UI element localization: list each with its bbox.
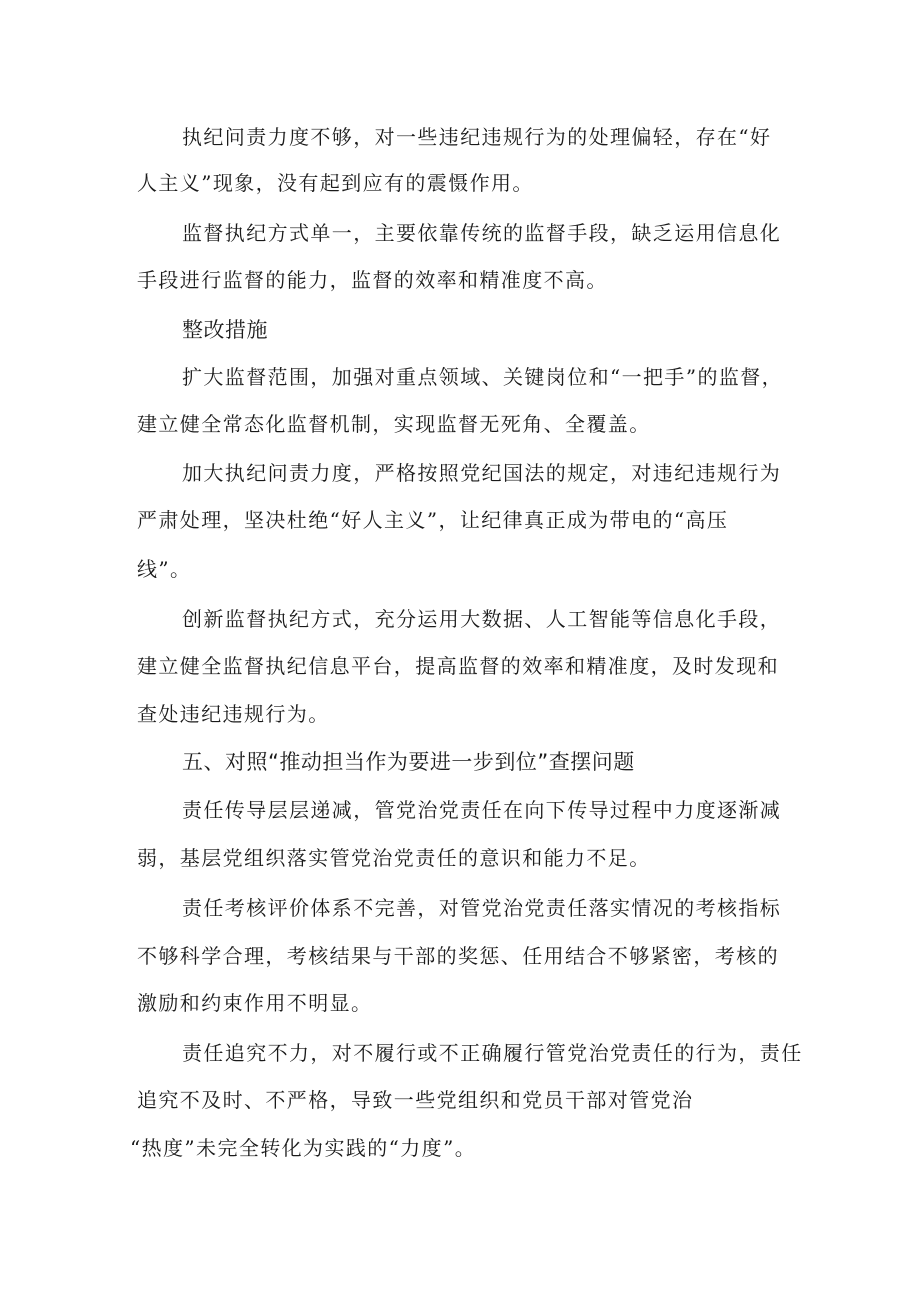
paragraph-6-line-1: 责任传导层层递减，管党治党责任在向下传导过程中力度逐渐减 <box>182 798 782 822</box>
section-heading-rectification: 整改措施 <box>182 318 268 342</box>
paragraph-1-line-2: 人主义”现象，没有起到应有的震慑作用。 <box>137 171 534 195</box>
paragraph-1-line-1: 执纪问责力度不够，对一些违纪违规行为的处理偏轻，存在“好 <box>182 125 772 149</box>
paragraph-5-line-1: 创新监督执纪方式，充分运用大数据、人工智能等信息化手段， <box>182 607 782 631</box>
paragraph-2-line-2: 手段进行监督的能力，监督的效率和精准度不高。 <box>137 268 608 292</box>
paragraph-7-line-1: 责任考核评价体系不完善，对管党治党责任落实情况的考核指标 <box>182 896 782 920</box>
paragraph-8-line-1: 责任追究不力，对不履行或不正确履行管党治党责任的行为，责任 <box>182 1041 803 1065</box>
paragraph-4-line-3: 线”。 <box>137 557 192 581</box>
paragraph-8-line-3: “热度”未完全转化为实践的“力度”。 <box>130 1136 477 1160</box>
paragraph-3-line-2: 建立健全常态化监督机制，实现监督无死角、全覆盖。 <box>137 412 651 436</box>
paragraph-2-line-1: 监督执纪方式单一，主要依靠传统的监督手段，缺乏运用信息化 <box>182 221 782 245</box>
paragraph-7-line-2: 不够科学合理，考核结果与干部的奖惩、任用结合不够紧密，考核的 <box>137 944 779 968</box>
paragraph-4-line-1: 加大执纪问责力度，严格按照党纪国法的规定，对违纪违规行为 <box>182 461 782 485</box>
paragraph-8-line-2: 追究不及时、不严格，导致一些党组织和党员干部对管党治 <box>137 1088 694 1112</box>
paragraph-5-line-2: 建立健全监督执纪信息平台，提高监督的效率和精准度，及时发现和 <box>137 654 779 678</box>
paragraph-7-line-3: 激励和约束作用不明显。 <box>137 991 373 1015</box>
paragraph-3-line-1: 扩大监督范围，加强对重点领域、关键岗位和“一把手”的监督， <box>182 365 784 389</box>
paragraph-5-line-3: 查处违纪违规行为。 <box>137 702 330 726</box>
paragraph-6-line-2: 弱，基层党组织落实管党治党责任的意识和能力不足。 <box>137 846 651 870</box>
paragraph-4-line-2: 严肃处理，坚决杜绝“好人主义”，让纪律真正成为带电的“高压 <box>137 508 729 532</box>
section-heading-five: 五、对照“推动担当作为要进一步到位”查摆问题 <box>182 750 635 774</box>
